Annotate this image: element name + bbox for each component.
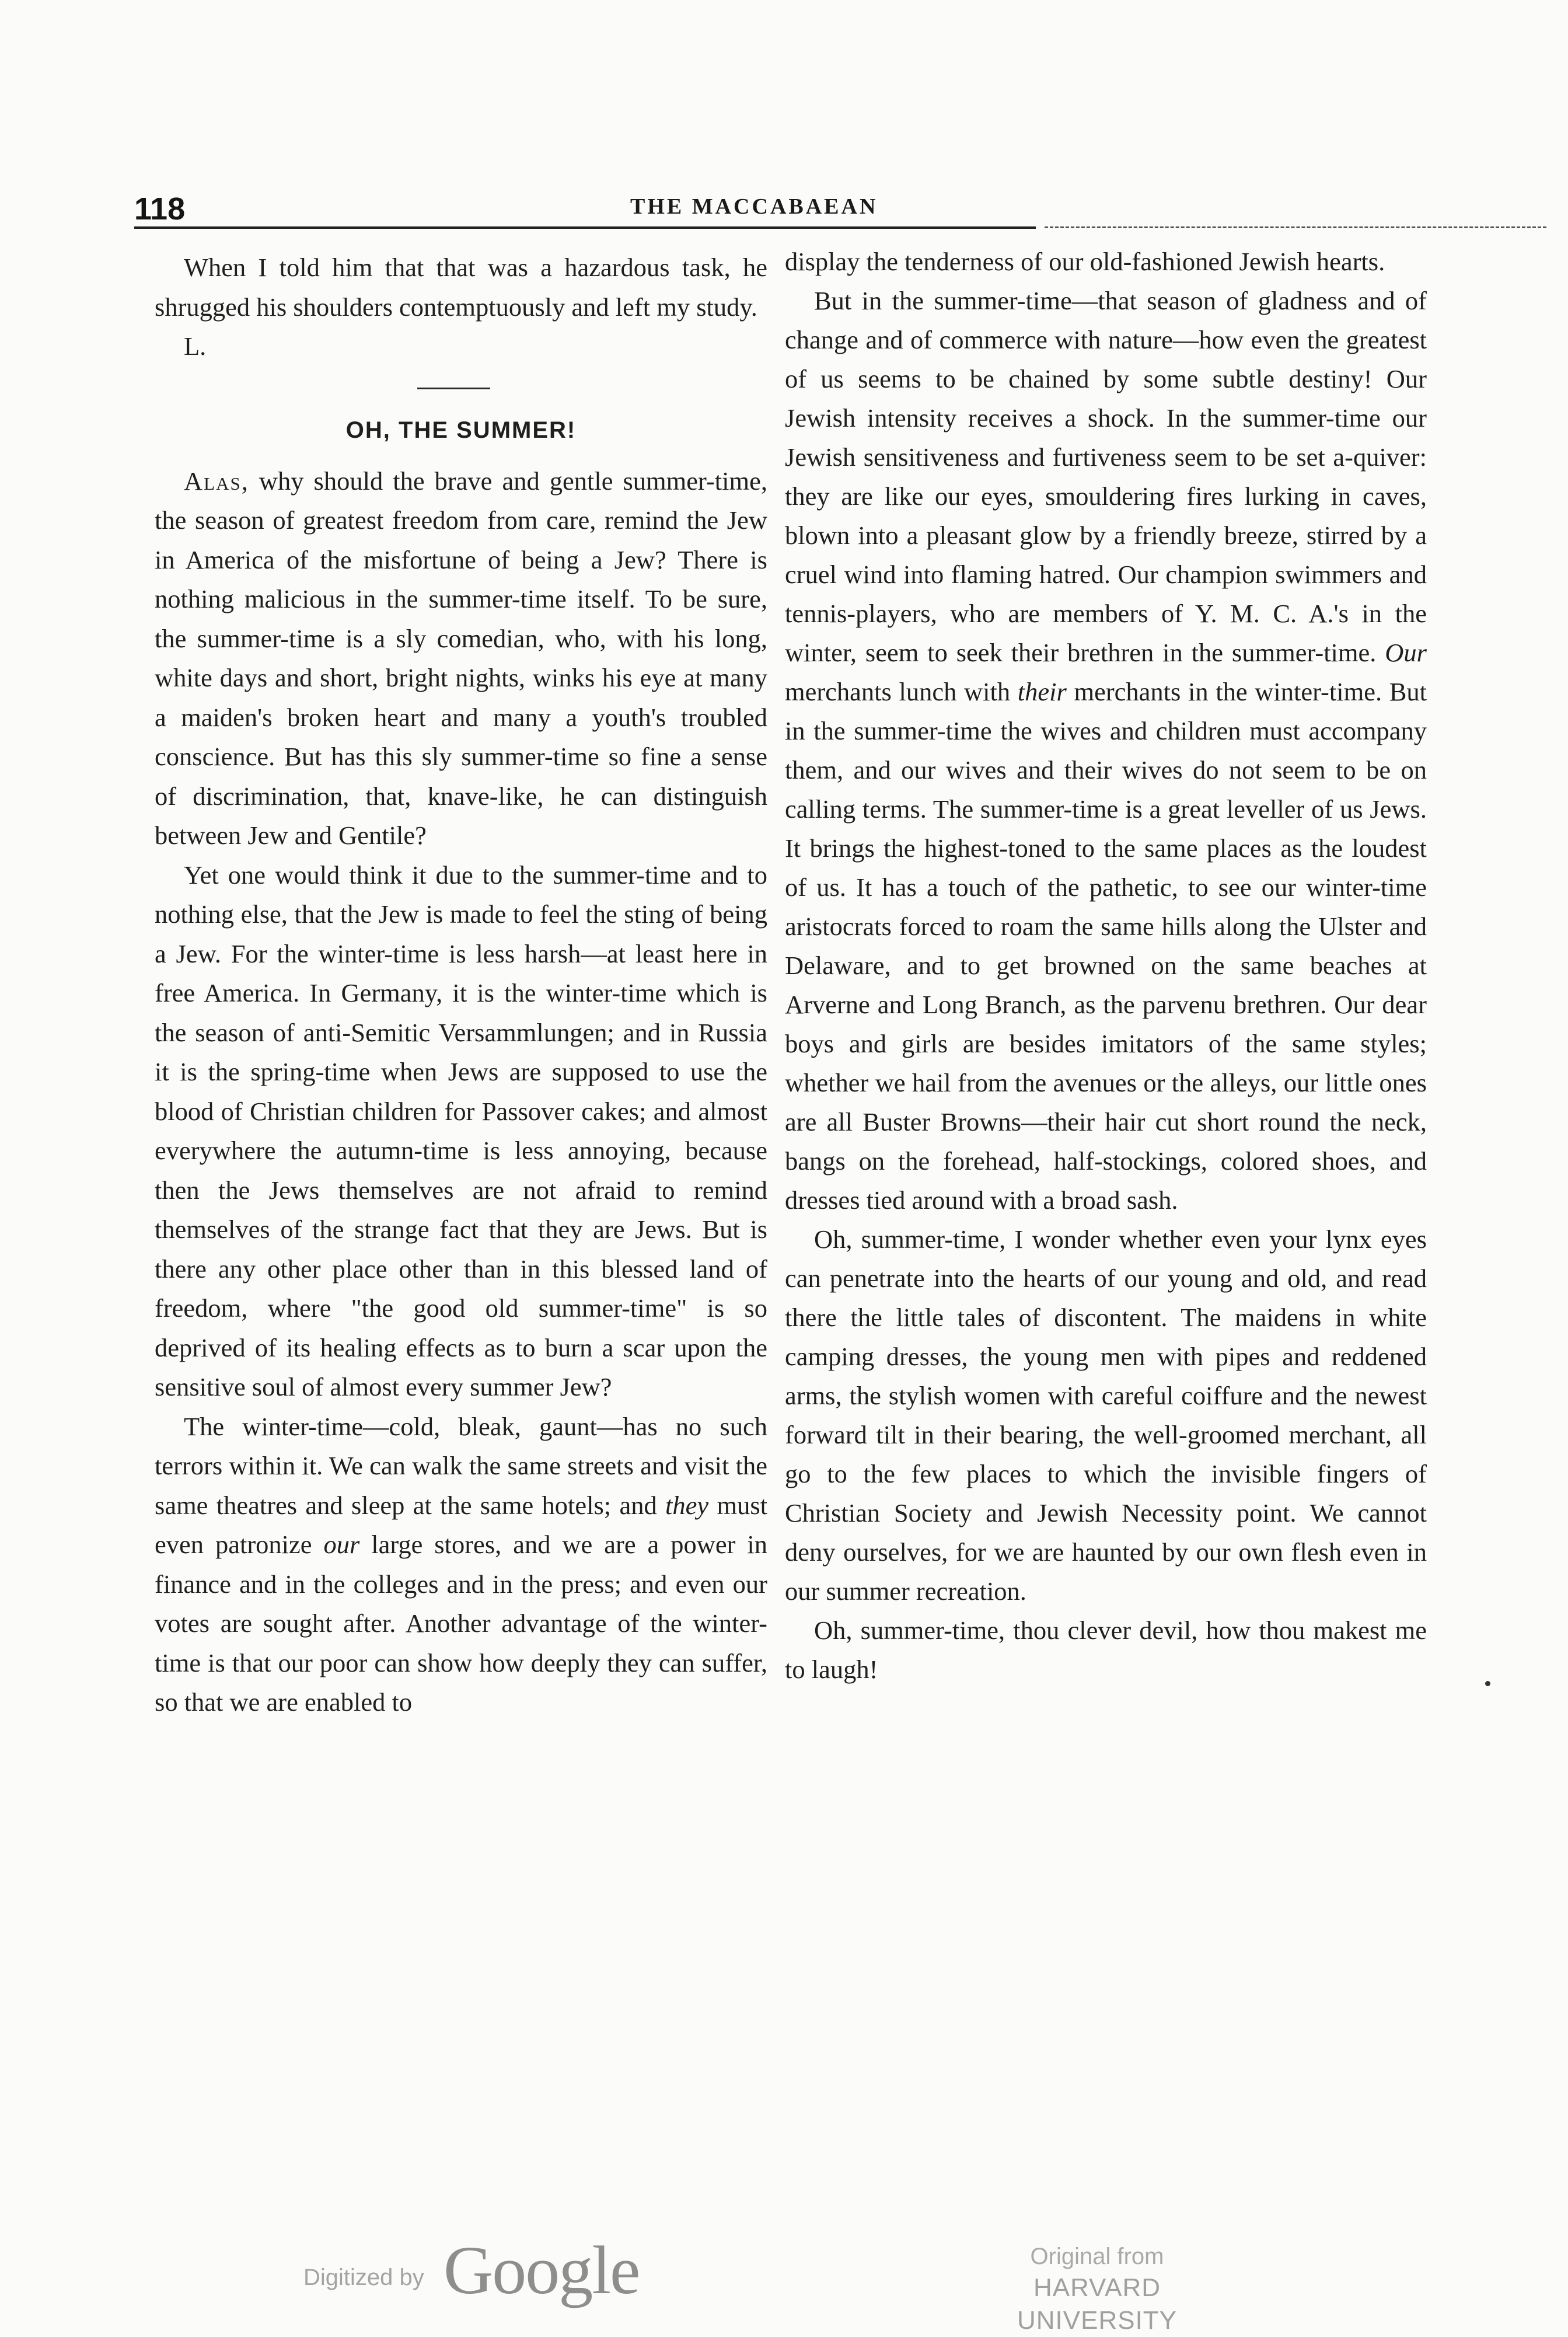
continued-paragraph: display the tenderness of our old-fashioned Jewish hearts. [785,247,1385,276]
google-logo: Google [443,2232,640,2308]
essay-paragraph-3 [155,1407,767,1722]
paragraph-text: must even patronize [155,1490,768,1559]
opening-word: Alas, [184,466,249,496]
italic-word: our [323,1530,360,1559]
digitized-by-label: Digitized by [303,2265,424,2290]
running-head [134,186,1441,232]
source-attribution [957,2241,1237,2337]
page-number: 118 [134,191,186,226]
essay-title: OH, THE SUMMER! [345,417,577,443]
essay-paragraph-6: Oh, summer-time, thou clever devil, how thou makest me to laugh! [785,1616,1427,1684]
essay-paragraph-4 [785,281,1427,1220]
essay-paragraph-2: Yet one would think it due to the summer-time and to nothing else, that the Jew is made to feel the sting of being a Jew. For the winter-time is less harsh—at least here in free America. In Germany, it is the winter-time which is the season of anti-Semitic Versammlungen; and in Russia it is the spring-time when Jews are supposed to use the blood of Christian children for Passover cakes; and almost everywhere the autumn-time is less annoying, because then the Jews themselves are not afraid to remind themselves of the strange fact that they are Jews. But is there any other place other than in this blessed land of freedom, where "the good old summer-time" is so deprived of its healing effects as to burn a scar upon the sensitive soul of almost every summer Jew? [155,860,767,1401]
italic-word: their [1017,677,1067,706]
right-column [785,242,1427,1689]
margin-dot-mark [1485,1681,1490,1686]
paragraph-text: large stores, and we are a power in finance and in the colleges and in the press; and even our votes are sought after. Another advantage of the winter-time is that our poor can show how deeply they can suffer, so that we are enabled to [155,1530,767,1717]
paragraph-text: But in the summer-time—that season of gladness and of change and of commerce with nature—how even the greatest of us seems to be chained by some subtle destiny! Our Jewish intensity receives a shock. In the summer-time our Jewish sensitiveness and furtiveness seem to be set a-quiver: they are like our eyes, smouldering fires lurking in caves, blown into a pleasant glow by a friendly breeze, stirred by a cruel wind into flaming hatred. Our champion swimmers and tennis-players, who are members of Y. M. C. A.'s in the winter, seem to seek their brethren in the summer-time. [785,286,1427,667]
digitized-by-google [303,2232,683,2308]
paragraph-text: why should the brave and gentle summer-time, the season of greatest freedom from care, remind the Jew in America of the misfortune of being a Jew? There is nothing malicious in the summer-time itself. To be sure, the summer-time is a sly comedian, who, with his long, white days and short, bright nights, winks his eye at many a maiden's broken heart and many a youth's troubled conscience. But has this sly summer-time so fine a sense of discrimination, that, knave-like, he can distinguish between Jew and Gentile? [155,466,767,850]
paragraph-text: merchants in the winter-time. But in the summer-time the wives and children must accompany them, and our wives and their wives do not seem to be on calling terms. The summer-time is a great leveller of us Jews. It brings the highest-toned to the same places as the loudest of us. It has a touch of the pathetic, to see our winter-time aristocrats forced to roam the same hills along the Ulster and Delaware, and to get browned on the same beaches at Arverne and Long Branch, as the parvenu brethren. Our dear boys and girls are besides imitators of the same styles; whether we hail from the avenues or the alleys, our little ones are all Buster Browns—their hair cut short round the neck, bangs on the forehead, half-stockings, colored shoes, and dresses tied around with a broad sash. [785,677,1427,1215]
italic-word: they [665,1490,709,1520]
essay-paragraph-1 [155,462,767,856]
paragraph-text: merchants lunch with [785,677,1018,706]
paragraph-text: The winter-time—cold, bleak, gaunt—has no such terrors within it. We can walk the same streets and visit the same theatres and sleep at the same hotels; and [155,1411,767,1520]
left-column [155,248,767,1722]
header-rule [134,226,1036,229]
preceding-paragraph: When I told him that that was a hazardous task, he shrugged his shoulders contemptuously and left my study. [155,253,767,322]
source-institution: HARVARD UNIVERSITY [1017,2273,1178,2335]
author-signature: L. [184,332,207,361]
italic-word: Our [1385,638,1427,667]
header-rule-broken [1045,226,1546,228]
section-divider [417,388,490,389]
journal-title: THE MACCABAEAN [630,194,878,219]
original-from-label: Original from [1030,2244,1164,2269]
essay-paragraph-5: Oh, summer-time, I wonder whether even your lynx eyes can penetrate into the hearts of our young and old, and read there the little tales of discontent. The maidens in white camping dresses, the young men with pipes and reddened arms, the stylish women with careful coiffure and the newest forward tilt in their bearing, the well-groomed merchant, all go to the few places to which the invisible fingers of Christian Society and Jewish Necessity point. We cannot deny ourselves, for we are haunted by our own flesh even in our summer recreation. [785,1225,1427,1606]
